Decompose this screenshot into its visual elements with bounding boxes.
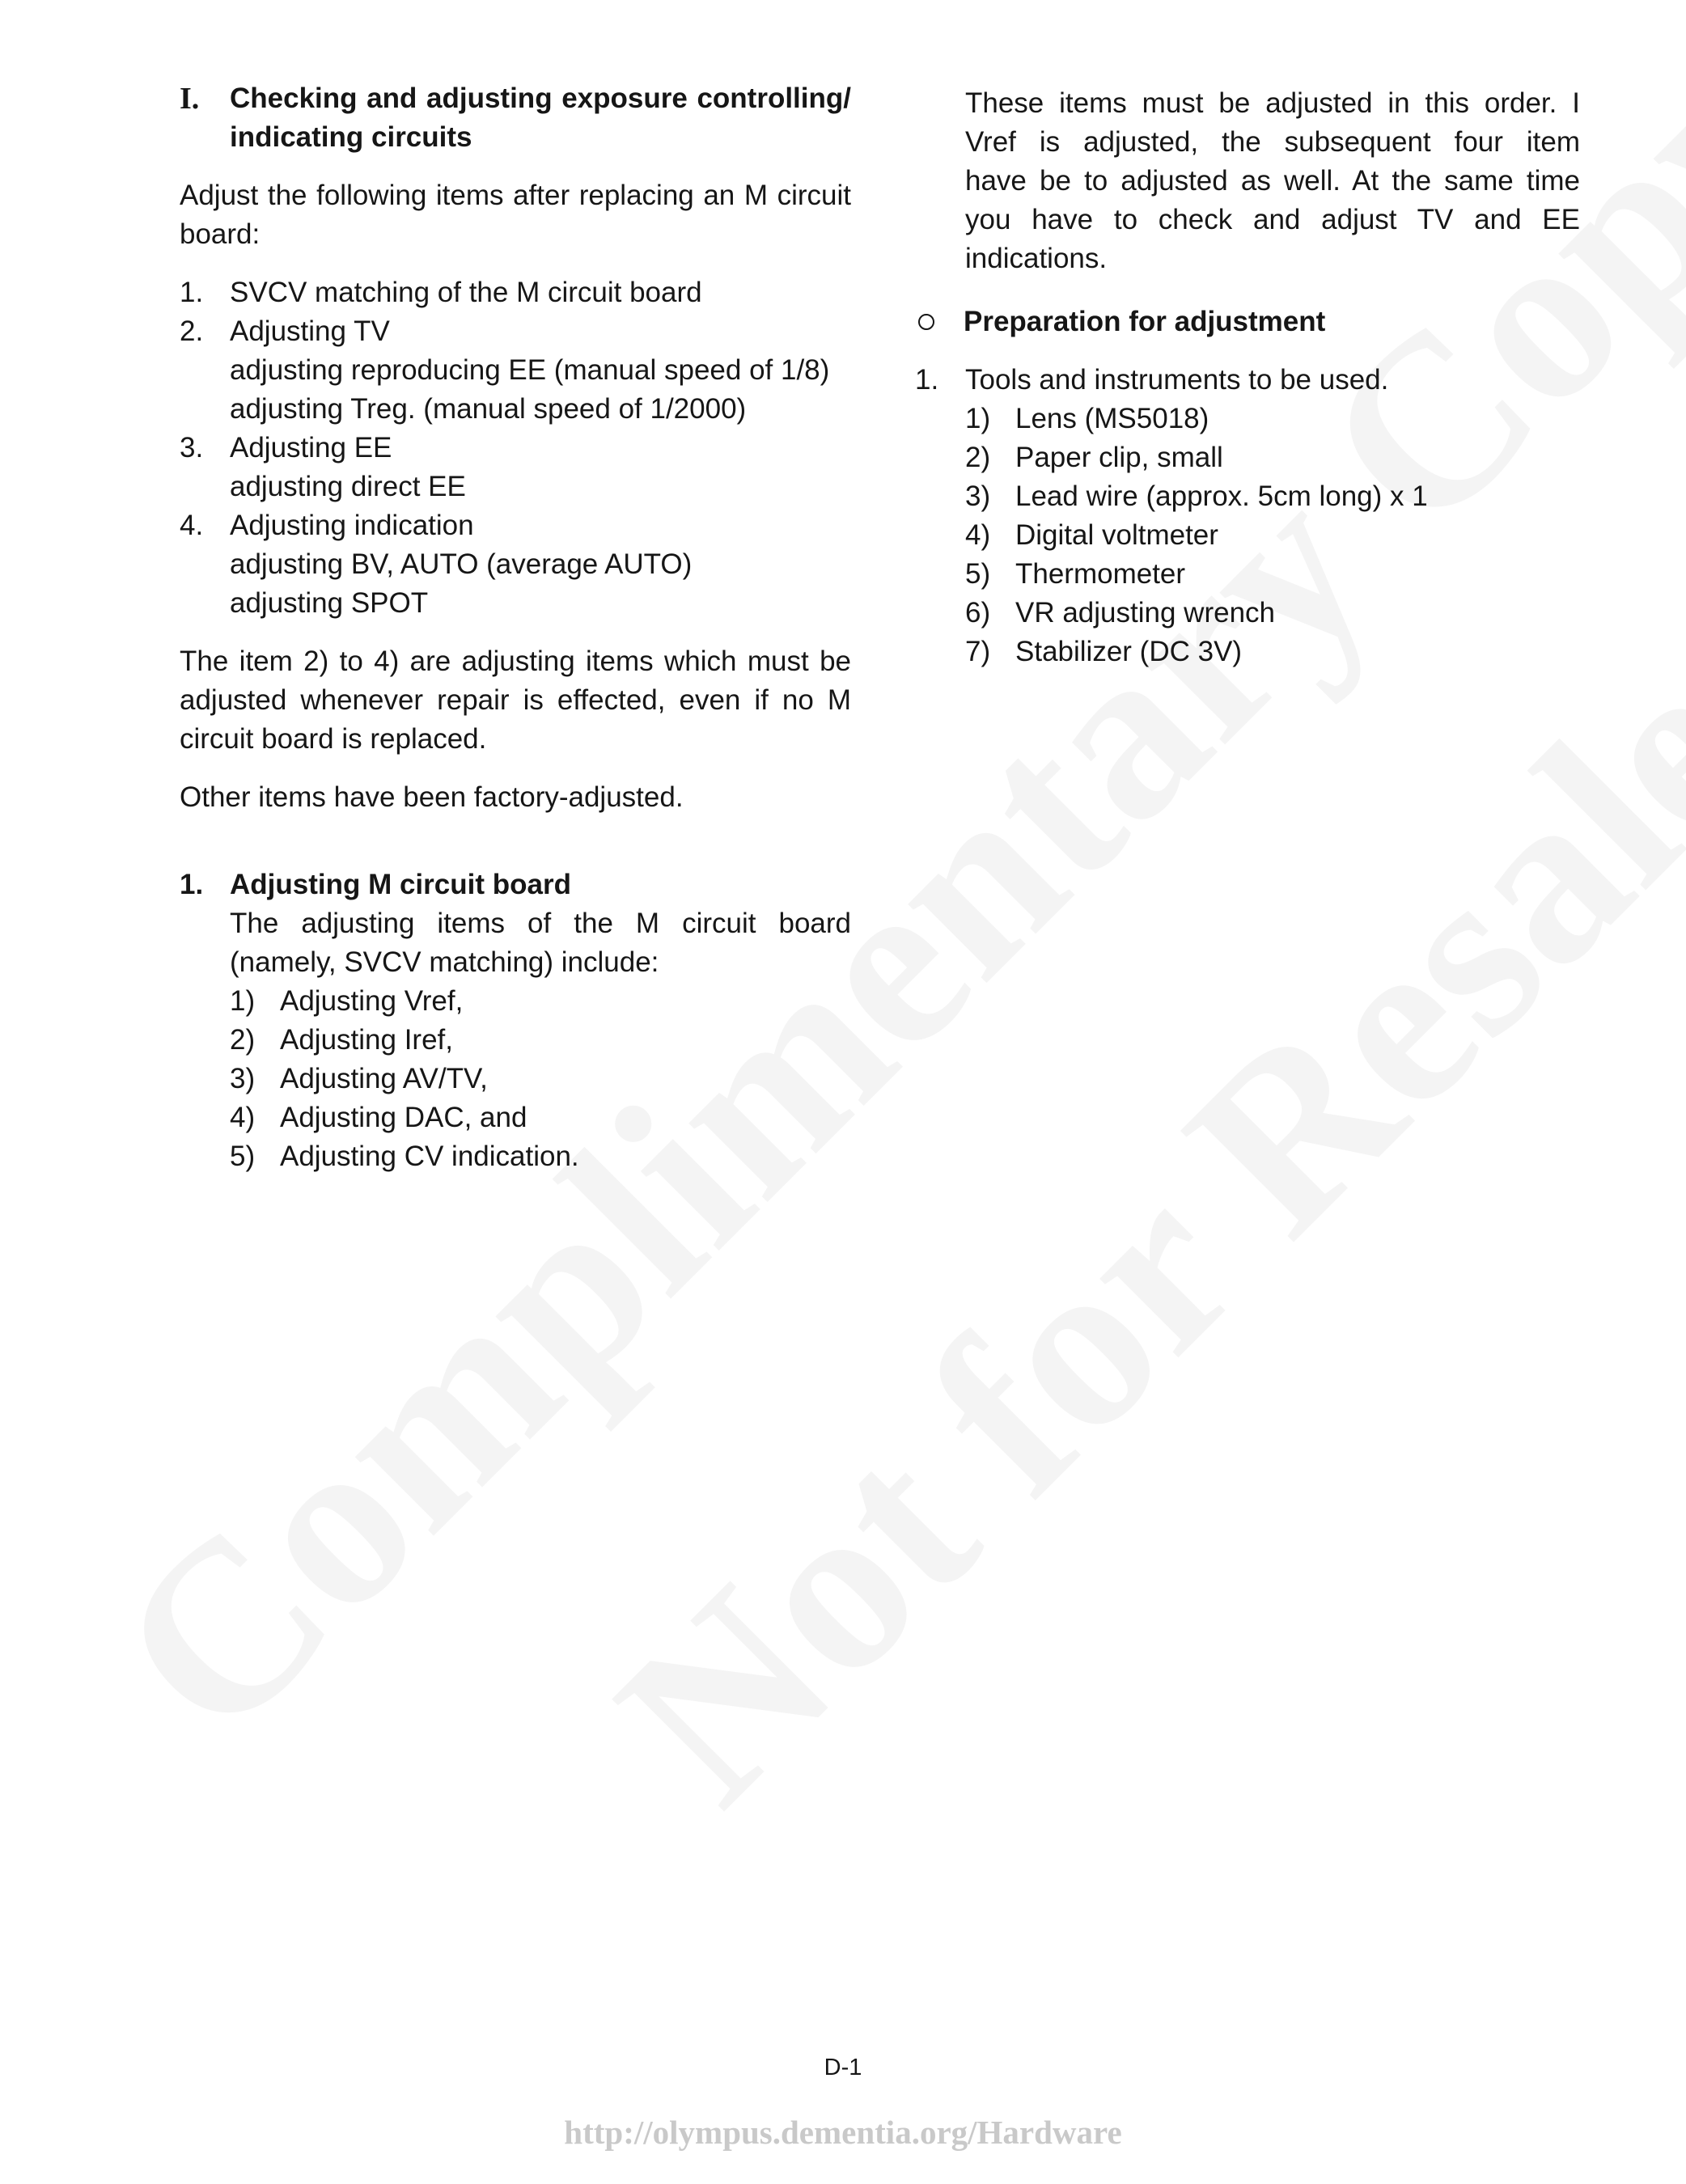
list-item-text: Lens (MS5018) — [1015, 403, 1209, 434]
circle-bullet-icon — [915, 303, 964, 341]
list-item-number: 7) — [965, 636, 991, 667]
list-item-number: 4. — [180, 510, 204, 541]
list-item-text: Thermometer — [1015, 558, 1186, 590]
order-paragraph-line: have be to adjusted as well. At the same time — [965, 165, 1580, 197]
tools-section — [915, 361, 1580, 671]
list-item-subtext: adjusting direct EE — [230, 471, 466, 502]
list-item-text: Paper clip, small — [1015, 442, 1223, 473]
adjust-m-title: Adjusting M circuit board — [230, 869, 571, 900]
section-numeral: I. — [180, 82, 200, 116]
list-item — [230, 1021, 851, 1060]
list-item — [965, 438, 1580, 477]
list-item-number: 4) — [230, 1102, 256, 1133]
list-item-text: Adjusting indication — [230, 510, 474, 541]
order-paragraph-line: indications. — [965, 243, 1108, 274]
list-item — [180, 312, 851, 429]
list-item-text: Adjusting EE — [230, 432, 392, 463]
list-item-number: 1) — [965, 403, 991, 434]
list-item — [965, 516, 1580, 555]
list-item-number: 4) — [965, 519, 991, 551]
adjust-m-items — [230, 982, 851, 1176]
section-title-line1: Checking and adjusting exposure controlling/ — [230, 83, 851, 114]
adjust-m-number: 1. — [180, 869, 204, 900]
repair-paragraph: The item 2) to 4) are adjusting items which must be adjusted whenever repair is effected, even if no M circuit board is replaced. — [180, 645, 851, 755]
source-url[interactable]: http://olympus.dementia.org/Hardware — [564, 2114, 1122, 2151]
list-item-number: 1. — [180, 277, 204, 308]
tools-title: Tools and instruments to be used. — [965, 364, 1389, 396]
preparation-title: Preparation for adjustment — [964, 306, 1326, 337]
list-item-subtext: adjusting BV, AUTO (average AUTO) — [230, 548, 693, 580]
section-title — [230, 79, 851, 157]
adjust-m-board-section — [180, 866, 851, 1176]
list-item — [965, 477, 1580, 516]
list-item-number: 6) — [965, 597, 991, 629]
list-item — [965, 633, 1580, 671]
list-item-text: VR adjusting wrench — [1015, 597, 1275, 629]
list-item — [965, 400, 1580, 438]
order-paragraph-line: These items must be adjusted in this order. I — [965, 87, 1580, 119]
list-item-subtext: adjusting reproducing EE (manual speed of 1/8) — [230, 354, 830, 386]
list-item-number: 5) — [230, 1141, 256, 1172]
list-item-number: 3) — [965, 480, 991, 512]
list-item — [230, 1137, 851, 1176]
list-item — [230, 1060, 851, 1098]
list-item-text: Adjusting TV — [230, 315, 390, 347]
list-item-number: 1) — [230, 985, 256, 1017]
adjust-m-description: The adjusting items of the M circuit board (namely, SVCV matching) include: — [230, 908, 851, 978]
list-item-number: 5) — [965, 558, 991, 590]
list-item-text: Adjusting AV/TV, — [280, 1063, 488, 1094]
order-paragraph — [965, 84, 1580, 278]
list-item-text: Adjusting DAC, and — [280, 1102, 527, 1133]
list-item-text: Digital voltmeter — [1015, 519, 1218, 551]
left-column — [180, 79, 851, 1176]
list-item-text: Stabilizer (DC 3V) — [1015, 636, 1243, 667]
list-item — [965, 555, 1580, 594]
tools-number: 1. — [915, 364, 939, 396]
list-item-text: Adjusting Vref, — [280, 985, 464, 1017]
list-item-text: Adjusting Iref, — [280, 1024, 453, 1056]
section-heading — [180, 79, 851, 157]
list-item-number: 3. — [180, 432, 204, 463]
list-item-number: 2) — [965, 442, 991, 473]
list-item — [230, 982, 851, 1021]
list-item-text: Adjusting CV indication. — [280, 1141, 579, 1172]
list-item — [230, 1098, 851, 1137]
list-item-number: 3) — [230, 1063, 256, 1094]
order-paragraph-line: you have to check and adjust TV and EE — [965, 204, 1580, 235]
preparation-heading — [915, 303, 1580, 341]
intro-paragraph: Adjust the following items after replacing an M circuit board: — [180, 180, 851, 250]
list-item-number: 2. — [180, 315, 204, 347]
page-number: D-1 — [824, 2055, 862, 2080]
items-list — [180, 273, 851, 623]
right-column — [915, 84, 1580, 671]
tools-list — [965, 400, 1580, 671]
list-item — [180, 506, 851, 623]
list-item-subtext: adjusting SPOT — [230, 587, 429, 619]
list-item-subtext: adjusting Treg. (manual speed of 1/2000) — [230, 393, 747, 425]
list-item — [180, 429, 851, 506]
list-item-text: Lead wire (approx. 5cm long) x 1 — [1015, 480, 1428, 512]
order-paragraph-line: Vref is adjusted, the subsequent four item — [965, 126, 1580, 158]
factory-paragraph: Other items have been factory-adjusted. — [180, 781, 684, 813]
list-item-number: 2) — [230, 1024, 256, 1056]
list-item — [180, 273, 851, 312]
list-item — [965, 594, 1580, 633]
section-title-line2: indicating circuits — [230, 121, 472, 153]
list-item-text: SVCV matching of the M circuit board — [230, 277, 702, 308]
